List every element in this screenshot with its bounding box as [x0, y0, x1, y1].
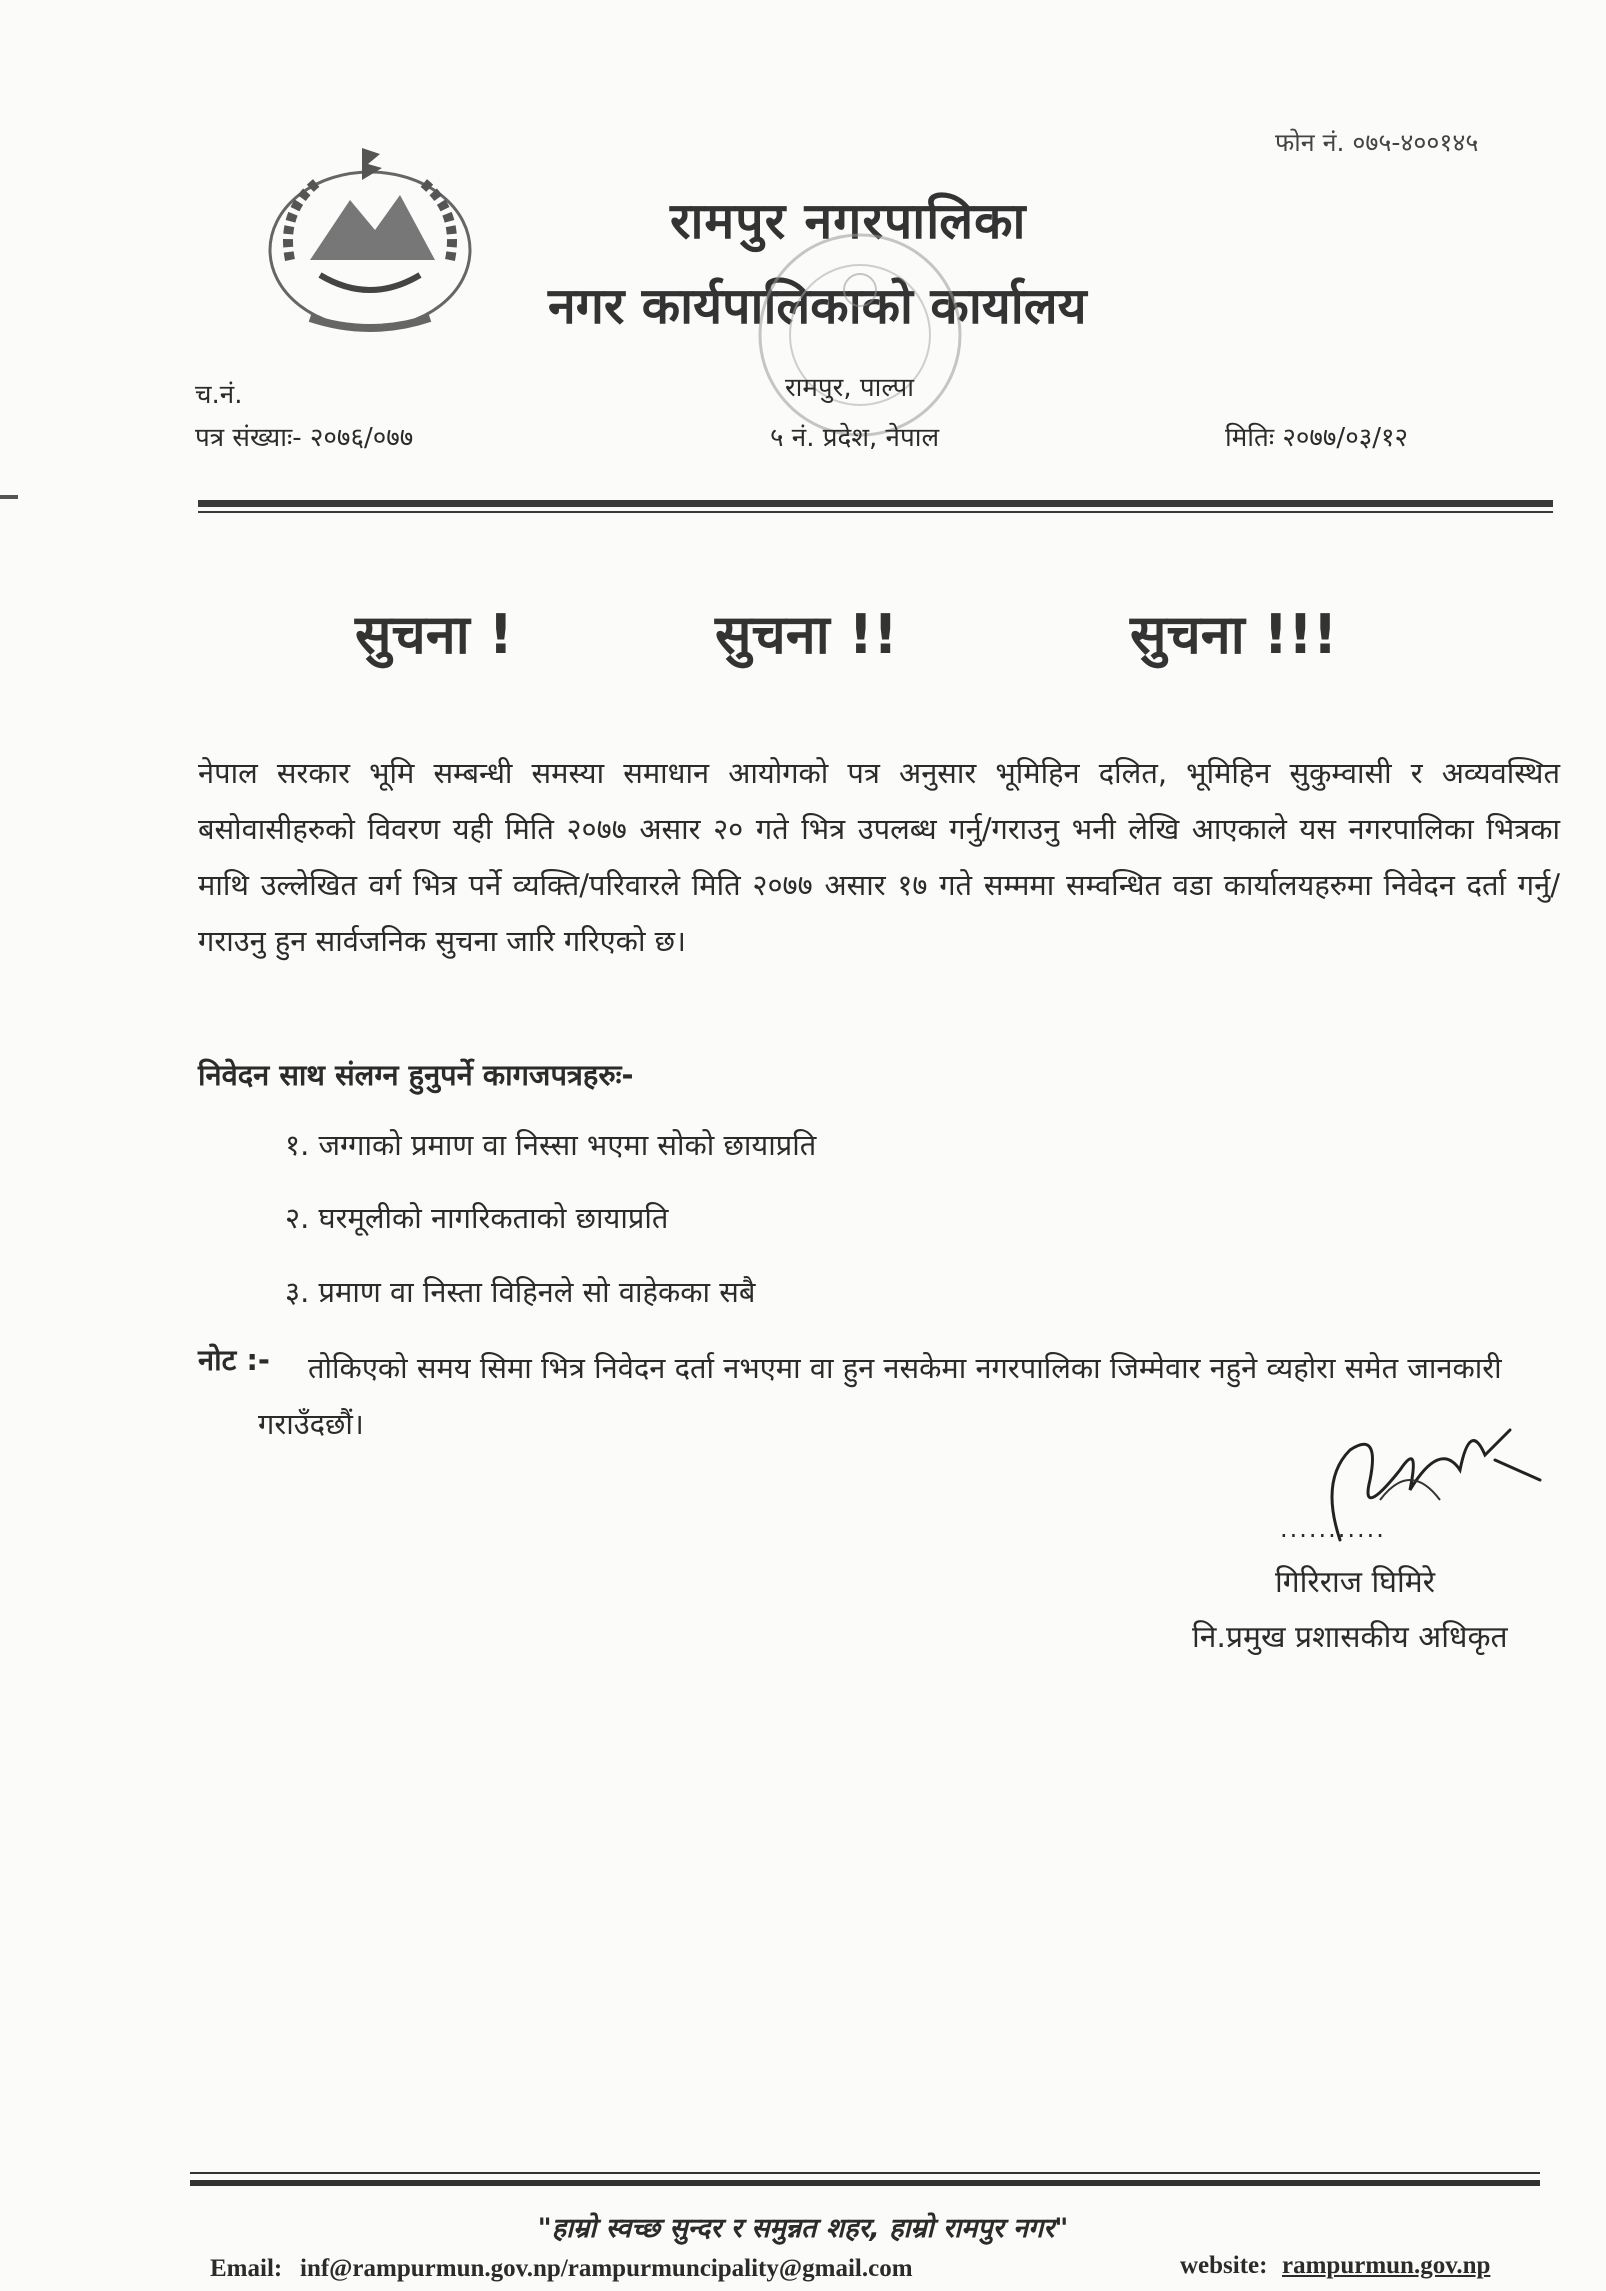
footer-divider: [190, 2172, 1540, 2186]
note-text-content: तोकिएको समय सिमा भित्र निवेदन दर्ता नभएमा वा हुन नसकेमा नगरपालिका जिम्मेवार नहुने व्यहोरा समेत जानकारी गराउँदछौं।: [258, 1351, 1502, 1441]
notice-heading-2: सुचना !!: [715, 603, 898, 666]
cha-number: च.नं.: [195, 380, 243, 410]
website-label: website:: [1180, 2252, 1268, 2279]
phone-number: फोन नं. ०७५-४००१४५: [1275, 128, 1479, 157]
address-line-1: रामपुर, पाल्पा: [785, 373, 915, 403]
signature-dots: ...........: [1280, 1515, 1386, 1543]
footer-motto: "हाम्रो स्वच्छ सुन्दर र समुन्नत शहर, हाम्रो रामपुर नगर": [537, 2213, 1069, 2244]
letter-date: मितिः २०७७/०३/१२: [1225, 423, 1409, 453]
document-item: १. जग्गाको प्रमाण वा निस्सा भएमा सोको छायाप्रति: [285, 1128, 817, 1162]
note-label: नोट :-: [198, 1343, 270, 1377]
office-name: रामपुर नगरपालिका: [670, 192, 1027, 250]
scan-mark: [0, 495, 18, 499]
notice-body: नेपाल सरकार भूमि सम्बन्धी समस्या समाधान आयोगको पत्र अनुसार भूमिहिन दलित, भूमिहिन सुकुम्वासी र अव्यवस्थित बसोवासीहरुको विवरण यही मिति २०७७ असार २० गते भित्र उपलब्ध गर्नु/गराउनु भनी लेखि आएकाले यस नगरपालिका भित्रका माथि उल्लेखित वर्ग भित्र पर्ने व्यक्ति/परिवारले मिति २०७७ असार १७ गते सम्ममा सम्वन्धित वडा कार्यालयहरुमा निवेदन दर्ता गर्नु/गराउनु हुन सार्वजनिक सुचना जारि गरिएको छ।: [198, 756, 1560, 958]
email-link[interactable]: inf@rampurmun.gov.np/rampurmuncipality@gmail.com: [300, 2255, 913, 2282]
patra-sankhya: पत्र संख्याः- २०७६/०७७: [195, 423, 414, 453]
website-link[interactable]: rampurmun.gov.np: [1282, 2252, 1491, 2279]
signatory-title: नि.प्रमुख प्रशासकीय अधिकृत: [1192, 1620, 1508, 1655]
office-seal-icon: [745, 220, 975, 450]
office-subtitle: नगर कार्यपालिकाको कार्यालय: [548, 277, 1087, 335]
notice-heading-3: सुचना !!!: [1130, 603, 1338, 666]
document-item: ३. प्रमाण वा निस्ता विहिनले सो वाहेकका सबै: [285, 1275, 756, 1309]
email-label: Email:: [210, 2255, 283, 2282]
document-item: २. घरमूलीको नागरिकताको छायाप्रति: [285, 1201, 669, 1235]
signatory-name: गिरिराज घिमिरे: [1275, 1565, 1436, 1600]
notice-heading-1: सुचना !: [355, 603, 514, 666]
documents-heading: निवेदन साथ संलग्न हुनुपर्ने कागजपत्रहरुः-: [198, 1058, 634, 1092]
nepal-emblem-icon: [250, 140, 490, 340]
address-line-2: ५ नं. प्रदेश, नेपाल: [770, 423, 940, 453]
header-divider: [198, 500, 1553, 513]
